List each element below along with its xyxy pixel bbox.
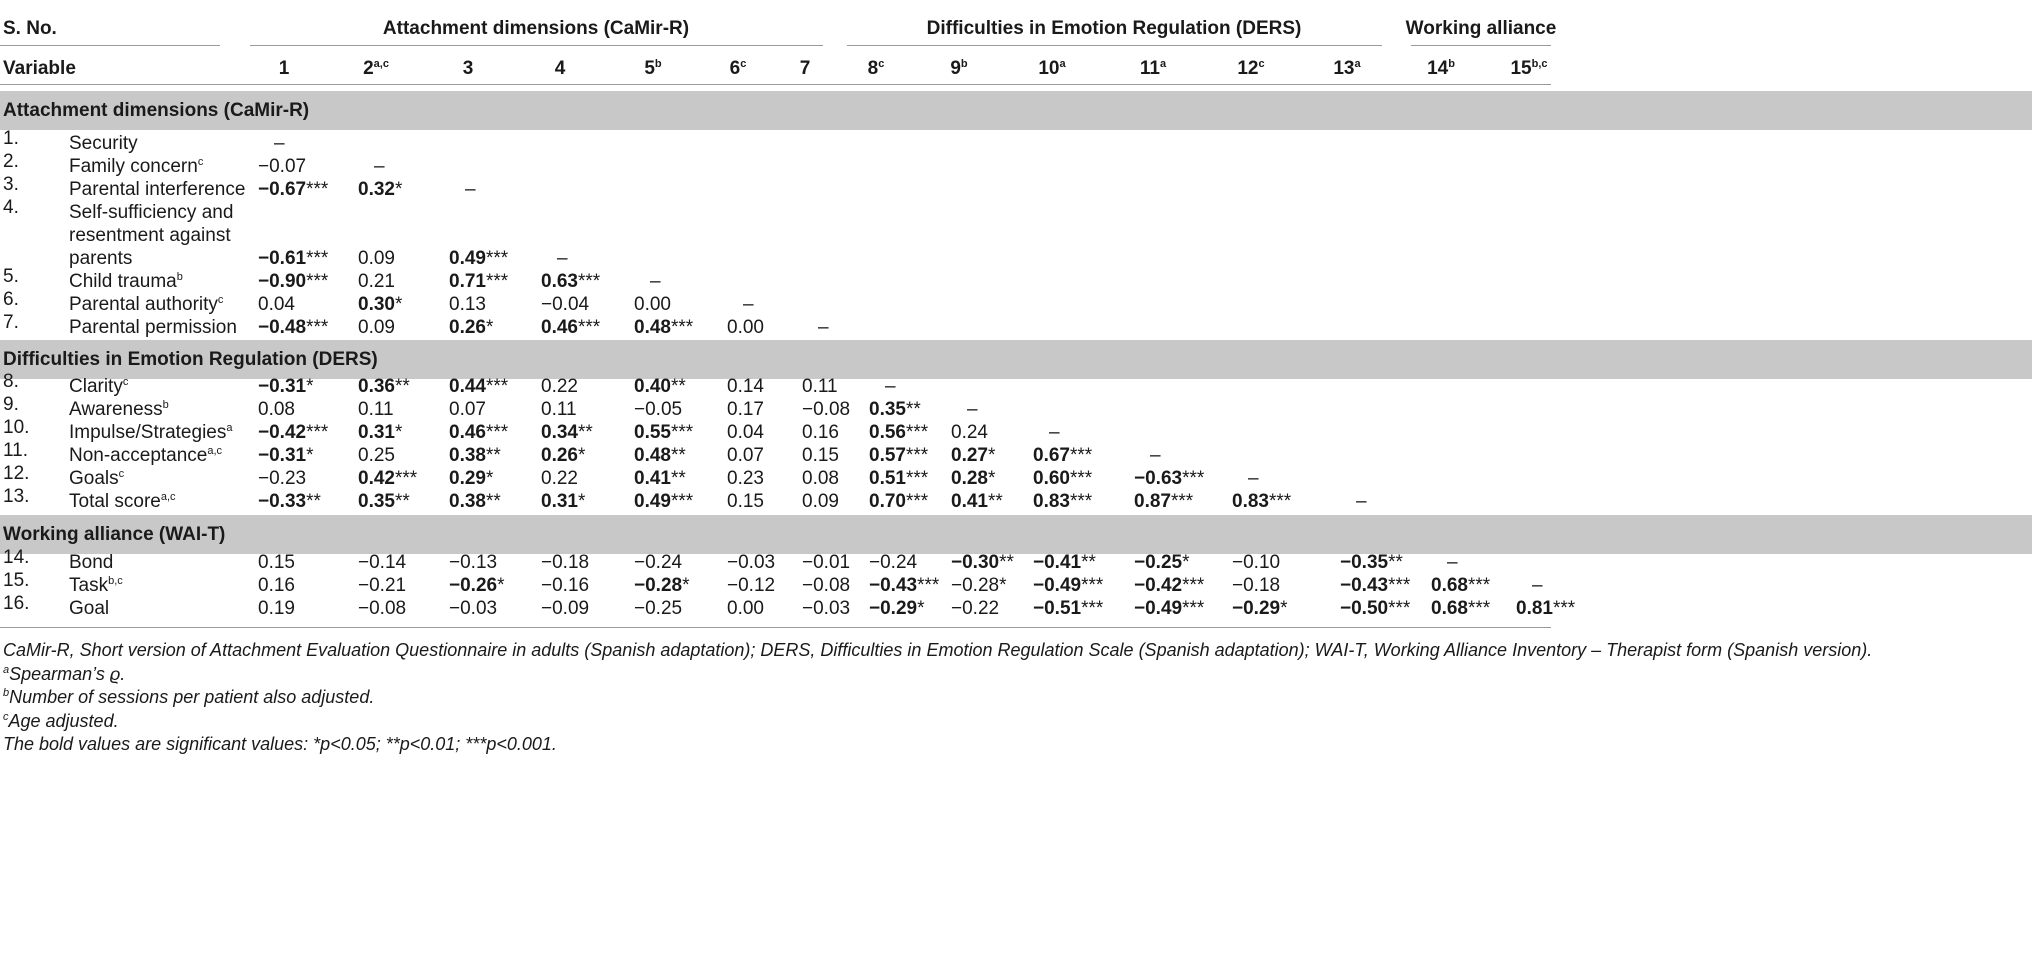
table-cell: −0.90*** <box>258 271 329 292</box>
variable-name: Security <box>69 133 138 154</box>
table-cell: – <box>1150 445 1161 466</box>
table-cell: 0.81*** <box>1516 598 1576 619</box>
table-cell: – <box>743 294 754 315</box>
table-cell: −0.16 <box>541 575 590 596</box>
footnote: CaMir-R, Short version of Attachment Evaluation Questionnaire in adults (Spanish adaptation); DERS, Difficulties in Emotion Regulation Scale (Spanish adaptation); WAI-T, Working Alliance Inventory – Therapist form (Spanish version). <box>3 640 1873 660</box>
table-cell: 0.49*** <box>634 491 694 512</box>
table-cell: −0.29* <box>1232 598 1288 619</box>
section-title-attachment: Attachment dimensions (CaMir-R) <box>3 100 310 121</box>
section-band-attachment <box>0 91 2032 130</box>
group-rule-sno <box>0 45 220 46</box>
table-cell: −0.49*** <box>1134 598 1205 619</box>
footnote: $^a$Spearman’s ϱ. <box>3 664 126 684</box>
variable-name: Family concern$^c$ <box>69 156 204 177</box>
variable-name: Awareness$^b$ <box>69 399 169 420</box>
table-cell: 0.24 <box>951 422 988 443</box>
sno-header: S. No. <box>3 18 57 39</box>
table-cell: 0.09 <box>358 248 395 269</box>
group-rule-attachment <box>250 45 823 46</box>
table-cell: −0.31* <box>258 445 314 466</box>
row-number: 2. <box>3 151 19 172</box>
table-cell: 0.22 <box>541 468 578 489</box>
table-cell: −0.42*** <box>1134 575 1205 596</box>
table-cell: 0.19 <box>258 598 295 619</box>
table-cell: 0.38** <box>449 445 501 466</box>
table-cell: −0.28* <box>634 575 690 596</box>
table-cell: −0.22 <box>951 598 1000 619</box>
table-cell: −0.07 <box>258 156 307 177</box>
column-header-10: 10$^a$ <box>1038 58 1066 79</box>
variable-name: Total score$^{a,c}$ <box>69 491 176 512</box>
column-header-2: 2$^{a,c}$ <box>363 58 389 79</box>
table-cell: −0.25 <box>634 598 683 619</box>
group-rule-working-alliance <box>1411 45 1551 46</box>
variable-name: Clarity$^c$ <box>69 376 129 397</box>
section-title-working-alliance: Working alliance (WAI-T) <box>3 524 226 545</box>
table-cell: 0.11 <box>541 399 577 420</box>
table-cell: 0.31* <box>541 491 586 512</box>
table-cell: 0.00 <box>727 317 764 338</box>
table-cell: −0.67*** <box>258 179 329 200</box>
table-cell: −0.14 <box>358 552 407 573</box>
table-cell: 0.14 <box>727 376 764 397</box>
table-cell: 0.26* <box>541 445 586 466</box>
table-cell: – <box>885 376 896 397</box>
table-cell: −0.33** <box>258 491 321 512</box>
column-header-14: 14$^b$ <box>1427 58 1455 79</box>
row-number: 13. <box>3 486 30 507</box>
row-number: 6. <box>3 289 19 310</box>
column-header-9: 9$^b$ <box>950 58 968 79</box>
table-cell: −0.49*** <box>1033 575 1104 596</box>
table-cell: 0.32* <box>358 179 403 200</box>
table-cell: 0.42*** <box>358 468 418 489</box>
table-cell: 0.83*** <box>1033 491 1093 512</box>
table-cell: 0.21 <box>358 271 395 292</box>
table-cell: −0.43*** <box>869 575 940 596</box>
table-cell: 0.83*** <box>1232 491 1292 512</box>
table-cell: 0.38** <box>449 491 501 512</box>
variable-name: Goal <box>69 598 110 619</box>
footnote: $^b$Number of sessions per patient also adjusted. <box>3 687 375 707</box>
table-cell: 0.40** <box>634 376 686 397</box>
row-number: 4. <box>3 197 19 218</box>
table-cell: −0.26* <box>449 575 505 596</box>
variable-name: parents <box>69 248 133 269</box>
table-cell: −0.03 <box>727 552 776 573</box>
variable-name: Parental authority$^c$ <box>69 294 224 315</box>
table-cell: −0.51*** <box>1033 598 1104 619</box>
variable-name: Parental interference <box>69 179 246 200</box>
table-cell: −0.43*** <box>1340 575 1411 596</box>
table-cell: 0.00 <box>727 598 764 619</box>
table-cell: −0.24 <box>869 552 918 573</box>
section-band-ders <box>0 340 2032 379</box>
column-header-5: 5$^b$ <box>644 58 662 79</box>
table-cell: 0.16 <box>802 422 839 443</box>
variable-name: Task$^{b,c}$ <box>69 575 123 596</box>
row-number: 11. <box>3 440 29 461</box>
column-header-11: 11$^a$ <box>1139 58 1167 79</box>
table-cell: 0.71*** <box>449 271 509 292</box>
table-cell: 0.51*** <box>869 468 929 489</box>
row-number: 5. <box>3 266 19 287</box>
table-cell: 0.55*** <box>634 422 694 443</box>
table-cell: – <box>818 317 829 338</box>
table-cell: 0.31* <box>358 422 403 443</box>
row-number: 12. <box>3 463 30 484</box>
table-cell: 0.30* <box>358 294 403 315</box>
table-cell: −0.61*** <box>258 248 329 269</box>
table-cell: 0.49*** <box>449 248 509 269</box>
table-cell: 0.22 <box>541 376 578 397</box>
table-cell: – <box>557 248 568 269</box>
table-cell: −0.42*** <box>258 422 329 443</box>
table-cell: 0.15 <box>802 445 839 466</box>
column-header-8: 8$^c$ <box>867 58 885 79</box>
table-cell: – <box>650 271 661 292</box>
table-cell: 0.70*** <box>869 491 929 512</box>
section-band-working-alliance <box>0 515 2032 554</box>
table-cell: 0.15 <box>258 552 295 573</box>
table-cell: −0.28* <box>951 575 1007 596</box>
table-cell: 0.27* <box>951 445 996 466</box>
table-cell: – <box>1532 575 1543 596</box>
group-header-ders: Difficulties in Emotion Regulation (DERS) <box>926 18 1302 39</box>
table-cell: 0.28* <box>951 468 996 489</box>
table-cell: 0.04 <box>258 294 295 315</box>
column-header-13: 13$^a$ <box>1333 58 1361 79</box>
table-cell: – <box>1248 468 1259 489</box>
table-cell: −0.03 <box>802 598 851 619</box>
table-cell: −0.04 <box>541 294 590 315</box>
row-number: 10. <box>3 417 30 438</box>
table-bottom-rule <box>0 627 1551 628</box>
table-cell: – <box>1356 491 1367 512</box>
table-cell: 0.68*** <box>1431 575 1491 596</box>
variable-header: Variable <box>3 58 76 79</box>
variable-name: Goals$^c$ <box>69 468 125 489</box>
variable-name: Self-sufficiency and <box>69 202 234 223</box>
table-cell: 0.60*** <box>1033 468 1093 489</box>
variable-name: Child trauma$^b$ <box>69 271 183 292</box>
table-cell: – <box>274 133 285 154</box>
table-cell: 0.34** <box>541 422 593 443</box>
table-cell: −0.21 <box>358 575 407 596</box>
table-cell: −0.08 <box>358 598 407 619</box>
table-cell: −0.48*** <box>258 317 329 338</box>
table-cell: 0.25 <box>358 445 395 466</box>
row-number: 3. <box>3 174 19 195</box>
table-cell: −0.29* <box>869 598 925 619</box>
table-cell: 0.35** <box>869 399 921 420</box>
table-cell: 0.48** <box>634 445 686 466</box>
table-cell: −0.18 <box>541 552 590 573</box>
variable-name: resentment against <box>69 225 231 246</box>
table-cell: 0.56*** <box>869 422 929 443</box>
column-header-6: 6$^c$ <box>729 58 747 79</box>
table-cell: −0.01 <box>802 552 851 573</box>
table-cell: 0.15 <box>727 491 764 512</box>
table-cell: 0.35** <box>358 491 410 512</box>
table-cell: – <box>1447 552 1458 573</box>
table-cell: 0.09 <box>802 491 839 512</box>
row-number: 14. <box>3 547 30 568</box>
table-cell: −0.31* <box>258 376 314 397</box>
table-cell: 0.26* <box>449 317 494 338</box>
table-cell: – <box>374 156 385 177</box>
table-cell: −0.03 <box>449 598 498 619</box>
table-cell: 0.11 <box>802 376 838 397</box>
table-cell: 0.67*** <box>1033 445 1093 466</box>
table-cell: −0.63*** <box>1134 468 1205 489</box>
table-cell: −0.10 <box>1232 552 1281 573</box>
table-cell: −0.35** <box>1340 552 1403 573</box>
table-cell: 0.16 <box>258 575 295 596</box>
table-cell: 0.13 <box>449 294 486 315</box>
footnote: The bold values are significant values: *p<0.05; **p<0.01; ***p<0.001. <box>3 734 557 754</box>
table-cell: −0.24 <box>634 552 683 573</box>
group-header-attachment: Attachment dimensions (CaMir-R) <box>382 18 690 39</box>
table-cell: −0.08 <box>802 399 851 420</box>
table-cell: – <box>1049 422 1060 443</box>
table-cell: −0.09 <box>541 598 590 619</box>
table-cell: −0.18 <box>1232 575 1281 596</box>
table-cell: 0.87*** <box>1134 491 1194 512</box>
table-cell: 0.23 <box>727 468 764 489</box>
table-cell: 0.48*** <box>634 317 694 338</box>
table-cell: 0.29* <box>449 468 494 489</box>
table-cell: 0.68*** <box>1431 598 1491 619</box>
table-cell: 0.08 <box>258 399 295 420</box>
table-cell: – <box>465 179 476 200</box>
table-cell: −0.23 <box>258 468 307 489</box>
table-cell: −0.05 <box>634 399 683 420</box>
table-cell: −0.50*** <box>1340 598 1411 619</box>
column-header-7: 7 <box>799 58 811 79</box>
table-cell: −0.12 <box>727 575 776 596</box>
table-cell: −0.30** <box>951 552 1014 573</box>
table-cell: 0.63*** <box>541 271 601 292</box>
column-header-12: 12$^c$ <box>1237 58 1265 79</box>
column-header-3: 3 <box>462 58 474 79</box>
table-cell: – <box>967 399 978 420</box>
group-header-working-alliance: Working alliance <box>1405 18 1557 39</box>
table-cell: 0.44*** <box>449 376 509 397</box>
table-cell: 0.36** <box>358 376 410 397</box>
variable-name: Impulse/Strategies$^a$ <box>69 422 233 443</box>
variable-name: Parental permission <box>69 317 237 338</box>
column-header-1: 1 <box>278 58 290 79</box>
group-rule-ders <box>847 45 1382 46</box>
table-cell: 0.11 <box>358 399 394 420</box>
table-cell: 0.08 <box>802 468 839 489</box>
row-number: 15. <box>3 570 30 591</box>
variable-name: Non-acceptance$^{a,c}$ <box>69 445 223 466</box>
variable-name: Bond <box>69 552 114 573</box>
table-cell: 0.46*** <box>449 422 509 443</box>
row-number: 9. <box>3 394 19 415</box>
table-cell: −0.41** <box>1033 552 1096 573</box>
column-header-4: 4 <box>554 58 566 79</box>
table-cell: −0.08 <box>802 575 851 596</box>
footnote: $^c$Age adjusted. <box>3 711 119 731</box>
table-cell: 0.41** <box>634 468 686 489</box>
table-cell: −0.25* <box>1134 552 1190 573</box>
table-cell: 0.17 <box>727 399 764 420</box>
section-title-ders: Difficulties in Emotion Regulation (DERS) <box>3 349 378 370</box>
table-cell: 0.07 <box>727 445 764 466</box>
table-cell: 0.09 <box>358 317 395 338</box>
header-rule <box>0 84 1551 85</box>
row-number: 8. <box>3 371 19 392</box>
row-number: 1. <box>3 128 19 149</box>
table-cell: 0.07 <box>449 399 486 420</box>
table-cell: 0.41** <box>951 491 1003 512</box>
column-header-15: 15$^{b,c}$ <box>1510 58 1548 79</box>
table-cell: 0.00 <box>634 294 671 315</box>
row-number: 7. <box>3 312 19 333</box>
table-cell: 0.57*** <box>869 445 929 466</box>
row-number: 16. <box>3 593 30 614</box>
table-cell: 0.46*** <box>541 317 601 338</box>
table-cell: 0.04 <box>727 422 764 443</box>
table-cell: −0.13 <box>449 552 498 573</box>
